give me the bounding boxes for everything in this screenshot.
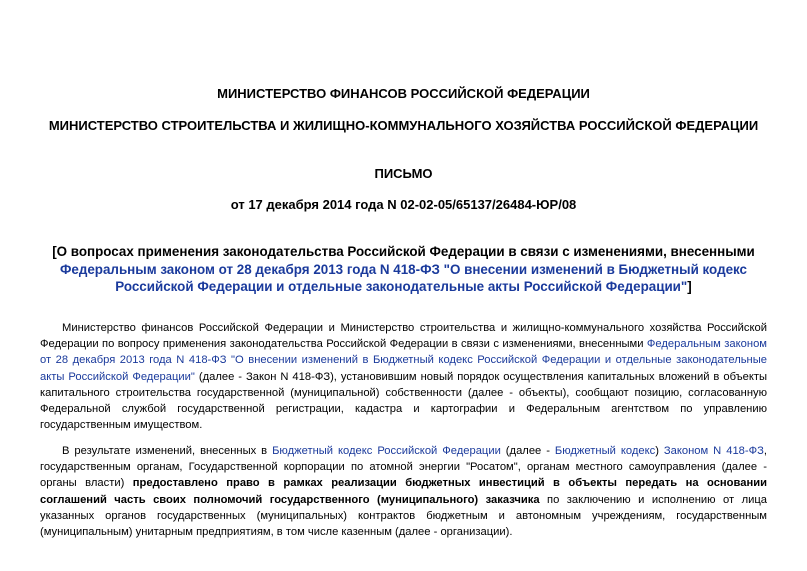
budget-code-short-link[interactable]: Бюджетный кодекс	[554, 445, 656, 457]
paragraph-2-text-c: )	[655, 445, 664, 457]
paragraph-2-text-d: , государственным органам, Государственной корпорации по атомной энергии "Росатом", органам местного самоуправления (далее - органы власти)	[40, 445, 767, 490]
document-caption	[52, 243, 755, 296]
paragraph-2-bold: предоставлено право в рамках реализации бюджетных инвестиций в объекты передать на основании соглашений часть своих полномочий государственного (муниципального) заказчика	[40, 477, 767, 506]
document-type-heading: ПИСЬМО	[374, 166, 433, 181]
paragraph-1	[40, 320, 767, 433]
caption-prefix: [О вопросах применения законодательства Российской Федерации в связи с изменениями, внесенными	[52, 244, 755, 259]
paragraph-2-text-e: по заключению и исполнению от лица указанных органов государственных (муниципальных) контрактов бюджетным и автономным учреждениям, государственным (муниципальным) унитарным предприятиям, в том числе казенным (далее - организации).	[40, 493, 767, 539]
paragraph-2-text-b: (далее -	[500, 445, 555, 457]
paragraph-1-text-b: (далее - Закон N 418-ФЗ), установившим новый порядок осуществления капитальных вложений в объекты капитального строительства государственной (муниципальной) собственности (далее - объекты), сообщают позицию, согласованную Федеральной службой государственной регистрации, кадастра и картографии и Федеральным агентством по управлению государственным имуществом.	[40, 370, 768, 432]
paragraph-1-law-link[interactable]: Федеральным законом от 28 декабря 2013 года N 418-ФЗ "О внесении изменений в Бюджетный кодекс Российской Федерации и отдельные законодательные акты Российской Федерации"	[40, 338, 767, 383]
ministry-finance-heading: МИНИСТЕРСТВО ФИНАНСОВ РОССИЙСКОЙ ФЕДЕРАЦИИ	[217, 86, 590, 101]
paragraph-2-text-a: В результате изменений, внесенных в	[62, 445, 273, 457]
paragraph-1-text-a: Министерство финансов Российской Федерации и Министерство строительства и жилищно-коммунального хозяйства Российской Федерации по вопросу применения законодательства Российской Федерации в связи с изменениями, внесенными	[40, 322, 767, 351]
caption-law-link[interactable]: Федеральным законом от 28 декабря 2013 года N 418-ФЗ "О внесении изменений в Бюджетный кодекс Российской Федерации и отдельные законодательные акты Российской Федерации"	[59, 261, 747, 294]
document-date-number: от 17 декабря 2014 года N 02-02-05/65137/26484-ЮР/08	[230, 197, 577, 212]
budget-code-link[interactable]: Бюджетный кодекс Российской Федерации	[272, 445, 501, 457]
ministry-construction-heading: МИНИСТЕРСТВО СТРОИТЕЛЬСТВА И ЖИЛИЩНО-КОММУНАЛЬНОГО ХОЗЯЙСТВА РОССИЙСКОЙ ФЕДЕРАЦИИ	[48, 118, 759, 133]
paragraph-2	[40, 443, 767, 540]
caption-suffix: ]	[687, 279, 692, 294]
law-418-link[interactable]: Законом N 418-ФЗ	[663, 445, 764, 457]
